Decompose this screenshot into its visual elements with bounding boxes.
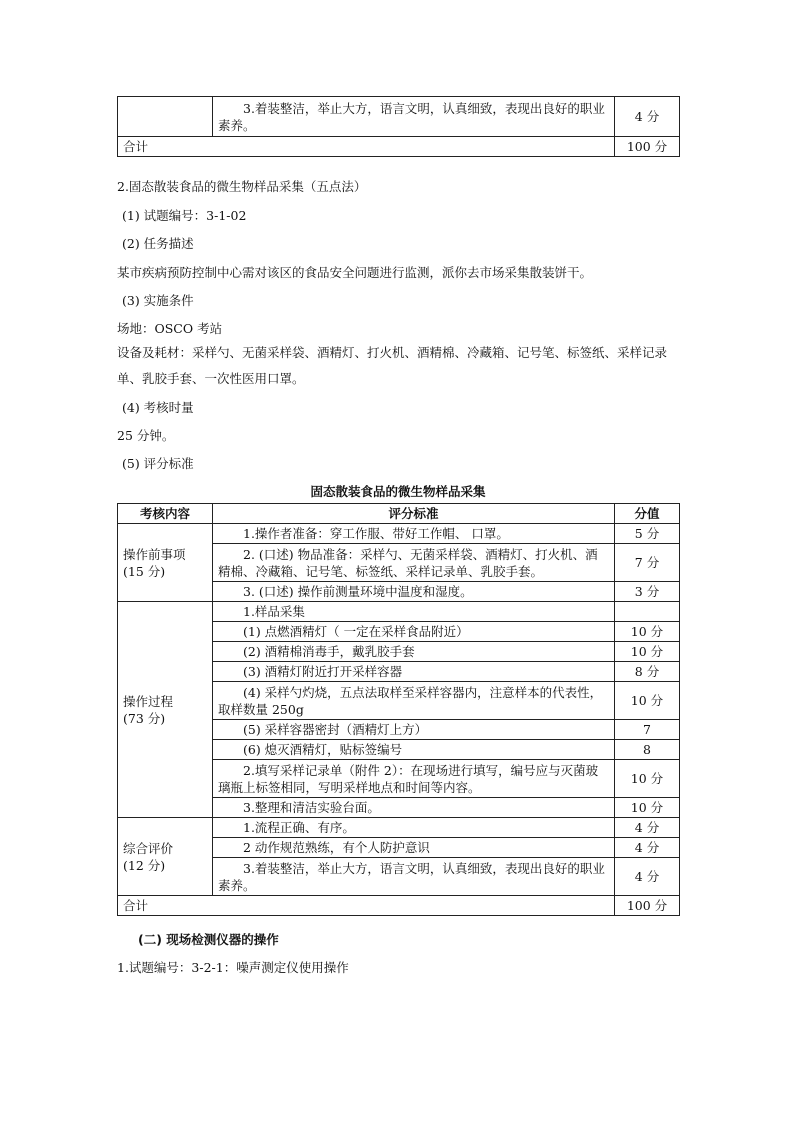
- top-table: [117, 96, 680, 157]
- group-label: 操作前事项 (15 分): [118, 524, 213, 602]
- table-cell-score: 3 分: [615, 582, 680, 602]
- section-title: 2.固态散装食品的微生物样品采集（五点法）: [117, 179, 367, 194]
- table-cell: 3.着装整洁，举止大方，语言文明，认真细致，表现出良好的职业素养。: [213, 97, 615, 137]
- table-row: [118, 524, 680, 544]
- table-caption: 固态散装食品的微生物样品采集: [310, 484, 486, 499]
- table-cell-score: 7 分: [615, 544, 680, 582]
- table-cell: 3. (口述) 操作前测量环境中温度和湿度。: [213, 582, 615, 602]
- table-cell: 2. (口述) 物品准备：采样勺、无菌采样袋、酒精灯、打火机、酒精棉、冷藏箱、记号笔、标签纸、采样记录单、乳胶手套。: [213, 544, 615, 582]
- item-line: (4) 考核时量: [122, 400, 194, 415]
- table-cell: 合计: [118, 137, 615, 157]
- table-cell: (6) 熄灭酒精灯，贴标签编号: [213, 740, 615, 760]
- table-cell: 3.整理和清洁实验台面。: [213, 798, 615, 818]
- table-cell-score: 10 分: [615, 760, 680, 798]
- paragraph: 某市疾病预防控制中心需对该区的食品安全问题进行监测，派你去市场采集散装饼干。: [117, 265, 593, 280]
- table-cell: 合计: [118, 896, 615, 916]
- table-cell-score: 7: [615, 720, 680, 740]
- paragraph: 25 分钟。: [117, 428, 175, 443]
- table-cell: 1.操作者准备：穿工作服、带好工作帽、 口罩。: [213, 524, 615, 544]
- table-cell: (2) 酒精棉消毒手，戴乳胶手套: [213, 642, 615, 662]
- table-cell-score: 4 分: [615, 838, 680, 858]
- table-cell: (4) 采样勺灼烧，五点法取样至采样容器内，注意样本的代表性，取样数量 250g: [213, 682, 615, 720]
- table-cell: 3.着装整洁，举止大方，语言文明，认真细致，表现出良好的职业素养。: [213, 858, 615, 896]
- table-cell: (5) 采样容器密封（酒精灯上方）: [213, 720, 615, 740]
- table-row: [118, 97, 680, 137]
- column-header: 分值: [615, 504, 680, 524]
- paragraph: 设备及耗材：采样勺、无菌采样袋、酒精灯、打火机、酒精棉、冷藏箱、记号笔、标签纸、采样记录单、乳胶手套、一次性医用口罩。: [117, 345, 668, 386]
- table-cell-score: 8 分: [615, 662, 680, 682]
- group-label: 操作过程 (73 分): [118, 602, 213, 818]
- table-cell: 2 动作规范熟练，有个人防护意识: [213, 838, 615, 858]
- table-cell-score: 10 分: [615, 682, 680, 720]
- paragraph: 场地：OSCO 考站: [117, 321, 223, 336]
- table-cell-score: 100 分: [615, 896, 680, 916]
- table-row: [118, 602, 680, 622]
- table-cell-score: 5 分: [615, 524, 680, 544]
- table-cell: 2.填写采样记录单（附件 2）：在现场进行填写，编号应与灭菌玻璃瓶上标签相同，写明采样地点和时间等内容。: [213, 760, 615, 798]
- table-row-total: [118, 137, 680, 157]
- table-row: [118, 818, 680, 838]
- item-line: (1) 试题编号：3-1-02: [122, 208, 247, 223]
- table-cell-score: 10 分: [615, 622, 680, 642]
- section-heading: (二) 现场检测仪器的操作: [138, 932, 279, 947]
- table-cell: (1) 点燃酒精灯（ 一定在采样食品附近）: [213, 622, 615, 642]
- table-cell: (3) 酒精灯附近打开采样容器: [213, 662, 615, 682]
- table-cell: 1.样品采集: [213, 602, 615, 622]
- item-line: (2) 任务描述: [122, 236, 194, 251]
- table-cell-score: 8: [615, 740, 680, 760]
- group-label: 综合评价 (12 分): [118, 818, 213, 896]
- table-cell-empty: [118, 97, 213, 137]
- table-cell-score: 4 分: [615, 858, 680, 896]
- table-cell: 1.流程正确、有序。: [213, 818, 615, 838]
- table-cell-score: 4 分: [615, 97, 680, 137]
- table-cell-score: [615, 602, 680, 622]
- table-cell-score: 10 分: [615, 798, 680, 818]
- paragraph: 1.试题编号：3-2-1：噪声测定仪使用操作: [117, 960, 349, 975]
- scoring-table: [117, 503, 680, 916]
- table-cell-score: 100 分: [615, 137, 680, 157]
- column-header: 评分标准: [213, 504, 615, 524]
- item-line: (3) 实施条件: [122, 293, 194, 308]
- table-cell-score: 10 分: [615, 642, 680, 662]
- table-header-row: [118, 504, 680, 524]
- item-line: (5) 评分标准: [122, 456, 194, 471]
- column-header: 考核内容: [118, 504, 213, 524]
- table-row-total: [118, 896, 680, 916]
- table-cell-score: 4 分: [615, 818, 680, 838]
